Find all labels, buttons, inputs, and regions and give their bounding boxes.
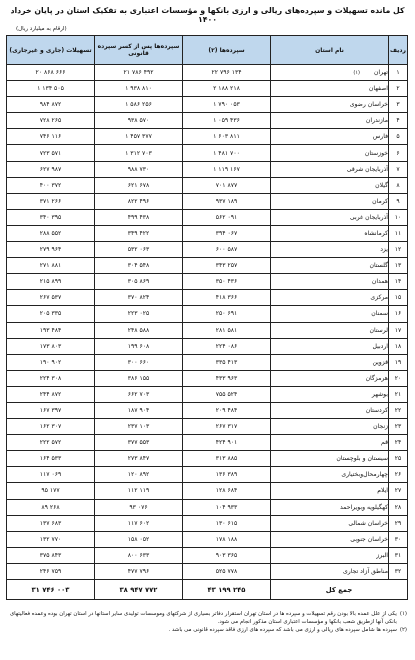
cell-deposits: ۳۳۵ ۴۱۳ bbox=[183, 354, 271, 370]
unit-label: (ارقام به میلیارد ریال) bbox=[16, 26, 67, 32]
cell-loans: ۷۲۳ ۵۷۱ bbox=[7, 145, 95, 161]
cell-deposits: ۱۳۰ ۶۱۵ bbox=[183, 515, 271, 531]
cell-province bbox=[271, 177, 389, 193]
table-row bbox=[7, 177, 408, 193]
cell-deposits-after-reserve: ۸۰۰ ۶۳۳ bbox=[95, 547, 183, 563]
cell-deposits-after-reserve: ۴۷۷ ۷۹۶ bbox=[95, 563, 183, 579]
province-name: کهگیلویه وبویراحمد bbox=[339, 503, 388, 511]
cell-loans: ۷۴۶ ۱۱۶ bbox=[7, 129, 95, 145]
cell-deposits-after-reserve: ۱۲۰ ۸۹۲ bbox=[95, 467, 183, 483]
cell-province bbox=[271, 563, 389, 579]
table-row bbox=[7, 531, 408, 547]
cell-deposits: ۷۵۵ ۵۲۴ bbox=[183, 386, 271, 402]
cell-loans: ۳۴۰ ۳۹۵ bbox=[7, 209, 95, 225]
cell-index: ۱۹ bbox=[389, 354, 408, 370]
province-name: کردستان bbox=[365, 407, 388, 415]
cell-province bbox=[271, 338, 389, 354]
cell-deposits: ۲۵۰ ۶۹۱ bbox=[183, 306, 271, 322]
cell-loans: ۲۷۹ ۹۶۴ bbox=[7, 242, 95, 258]
cell-deposits-after-reserve: ۳۰۵ ۸۶۹ bbox=[95, 274, 183, 290]
header-deposits-after-reserve: سپرده‌ها پس از کسر سپرده قانونی bbox=[95, 36, 183, 65]
cell-loans: ۲۴۶ ۷۵۹ bbox=[7, 563, 95, 579]
cell-deposits-after-reserve: ۳۰۰ ۶۶۰ bbox=[95, 354, 183, 370]
cell-deposits-after-reserve: ۲۳۷ ۱۰۳ bbox=[95, 419, 183, 435]
cell-index: ۹ bbox=[389, 193, 408, 209]
cell-deposits: ۳۵۰ ۴۳۶ bbox=[183, 274, 271, 290]
table-row bbox=[7, 402, 408, 418]
cell-deposits-after-reserve: ۱۱۷ ۶۰۲ bbox=[95, 515, 183, 531]
table-row bbox=[7, 563, 408, 579]
data-table bbox=[6, 35, 408, 600]
table-row bbox=[7, 370, 408, 386]
province-name: سمنان bbox=[371, 310, 388, 318]
cell-index: ۱۱ bbox=[389, 225, 408, 241]
cell-index: ۳ bbox=[389, 97, 408, 113]
cell-province bbox=[271, 322, 389, 338]
cell-loans: ۲۴۴ ۸۷۲ bbox=[7, 386, 95, 402]
cell-deposits-after-reserve: ۱ ۵۸۶ ۲۵۶ bbox=[95, 97, 183, 113]
total-label: جمع کل bbox=[271, 580, 408, 600]
table-row bbox=[7, 161, 408, 177]
table-row bbox=[7, 97, 408, 113]
province-footnote-ref: (۱) bbox=[353, 70, 360, 77]
cell-index: ۲۱ bbox=[389, 386, 408, 402]
cell-index: ۱۳ bbox=[389, 258, 408, 274]
cell-deposits-after-reserve: ۱ ۹۳۸ ۸۱۰ bbox=[95, 81, 183, 97]
province-name: کرمان bbox=[372, 197, 388, 205]
province-name: تهران bbox=[373, 69, 388, 77]
footnote-number: (۱) bbox=[399, 611, 407, 617]
province-name: همدان bbox=[371, 278, 388, 286]
table-row bbox=[7, 354, 408, 370]
province-name: فارس bbox=[372, 133, 388, 141]
cell-loans: ۱۶۷ ۳۹۷ bbox=[7, 402, 95, 418]
cell-province bbox=[271, 129, 389, 145]
table-row bbox=[7, 547, 408, 563]
cell-deposits: ۱ ۶۰۳ ۸۱۱ bbox=[183, 129, 271, 145]
cell-deposits-after-reserve: ۱ ۳۱۲ ۷۰۳ bbox=[95, 145, 183, 161]
cell-province bbox=[271, 290, 389, 306]
cell-loans: ۹۵ ۱۷۷ bbox=[7, 483, 95, 499]
table-row bbox=[7, 515, 408, 531]
cell-loans: ۹۸۴ ۸۷۲ bbox=[7, 97, 95, 113]
cell-deposits-after-reserve: ۱۸۷ ۹۰۴ bbox=[95, 402, 183, 418]
total-deposits-after-reserve: ۳۸ ۹۴۷ ۷۷۲ bbox=[95, 580, 183, 600]
table-row bbox=[7, 483, 408, 499]
cell-deposits-after-reserve: ۹۳۸ ۵۷۰ bbox=[95, 113, 183, 129]
cell-index: ۴ bbox=[389, 113, 408, 129]
cell-province bbox=[271, 225, 389, 241]
cell-loans: ۱۶۲ ۳۰۷ bbox=[7, 419, 95, 435]
cell-deposits-after-reserve: ۵۳۲ ۰۶۳ bbox=[95, 242, 183, 258]
cell-province bbox=[271, 499, 389, 515]
province-name: قم bbox=[381, 439, 388, 447]
cell-loans: ۱۳۲ ۷۷۰ bbox=[7, 531, 95, 547]
footnote-text: یکی از علل عمده بالا بودن رقم تسهیلات و سپرده ها در استان تهران استقرار دفاتر بسیاری از شرکتهای وموسسات تولیدی سایر استانها در استان تهران بوده وعمده فعالیتهای بانکی آنها ازطریق شعب بانکها و مؤسسات اعتباری استان مذکور انجام می شود. bbox=[9, 611, 397, 625]
table-row bbox=[7, 290, 408, 306]
province-name: گیلان bbox=[375, 181, 388, 189]
cell-province bbox=[271, 451, 389, 467]
cell-index: ۶ bbox=[389, 145, 408, 161]
cell-loans: ۸۹ ۲۶۸ bbox=[7, 499, 95, 515]
cell-deposits: ۱۰۴ ۹۳۳ bbox=[183, 499, 271, 515]
cell-deposits-after-reserve: ۲۷۳ ۸۴۷ bbox=[95, 451, 183, 467]
cell-deposits-after-reserve: ۱۹۹ ۶۰۸ bbox=[95, 338, 183, 354]
cell-loans: ۲۷۱ ۸۸۱ bbox=[7, 258, 95, 274]
cell-index: ۱ bbox=[389, 65, 408, 81]
table-row bbox=[7, 65, 408, 81]
footnote bbox=[8, 610, 407, 626]
header-deposits: سپرده‌ها (۲) bbox=[183, 36, 271, 65]
cell-index: ۲۲ bbox=[389, 402, 408, 418]
cell-province bbox=[271, 145, 389, 161]
cell-loans: ۱۹۳ ۴۸۴ bbox=[7, 322, 95, 338]
cell-loans: ۲۱۵ ۸۹۹ bbox=[7, 274, 95, 290]
province-name: چهارمحال‌وبختیاری bbox=[341, 471, 388, 479]
cell-index: ۲۰ bbox=[389, 370, 408, 386]
cell-loans: ۱۹۰ ۹۰۲ bbox=[7, 354, 95, 370]
cell-province bbox=[271, 547, 389, 563]
cell-deposits-after-reserve: ۳۴۹ ۴۲۲ bbox=[95, 225, 183, 241]
header-loans: تسهیلات (جاری و غیرجاری) bbox=[7, 36, 95, 65]
table-row bbox=[7, 338, 408, 354]
cell-deposits: ۳۱۳ ۸۸۵ bbox=[183, 451, 271, 467]
cell-index: ۲۶ bbox=[389, 467, 408, 483]
cell-deposits-after-reserve: ۳۸۶ ۱۵۵ bbox=[95, 370, 183, 386]
cell-index: ۱۸ bbox=[389, 338, 408, 354]
cell-deposits-after-reserve: ۱۱۲ ۱۱۹ bbox=[95, 483, 183, 499]
cell-index: ۱۵ bbox=[389, 290, 408, 306]
cell-province bbox=[271, 370, 389, 386]
table-row bbox=[7, 242, 408, 258]
province-name: آذربایجان شرقی bbox=[346, 165, 388, 173]
table-row bbox=[7, 225, 408, 241]
province-name: مازندران bbox=[365, 117, 388, 125]
cell-deposits: ۵۶۲ ۰۹۱ bbox=[183, 209, 271, 225]
total-deposits: ۴۳ ۱۹۹ ۲۴۵ bbox=[183, 580, 271, 600]
cell-index: ۲۴ bbox=[389, 435, 408, 451]
cell-loans: ۲۲۲ ۵۷۲ bbox=[7, 435, 95, 451]
header-index: ردیف bbox=[389, 36, 408, 65]
province-name: خوزستان bbox=[364, 149, 388, 157]
cell-province bbox=[271, 386, 389, 402]
table-row bbox=[7, 258, 408, 274]
cell-deposits-after-reserve: ۳۷۰ ۸۲۴ bbox=[95, 290, 183, 306]
footnotes bbox=[8, 610, 407, 634]
footnote bbox=[8, 626, 407, 634]
cell-province bbox=[271, 483, 389, 499]
cell-deposits: ۱۲۸ ۶۸۴ bbox=[183, 483, 271, 499]
province-name: البرز bbox=[376, 551, 388, 559]
province-name: خراسان رضوی bbox=[349, 101, 388, 109]
province-name: بوشهر bbox=[371, 390, 388, 398]
province-name: خراسان جنوبی bbox=[350, 535, 388, 543]
cell-index: ۱۶ bbox=[389, 306, 408, 322]
cell-index: ۲۹ bbox=[389, 515, 408, 531]
cell-index: ۸ bbox=[389, 177, 408, 193]
table-row bbox=[7, 129, 408, 145]
table-row bbox=[7, 451, 408, 467]
table-row bbox=[7, 467, 408, 483]
cell-province bbox=[271, 97, 389, 113]
cell-index: ۱۰ bbox=[389, 209, 408, 225]
cell-deposits: ۲۲ ۷۹۶ ۱۳۴ bbox=[183, 65, 271, 81]
cell-province bbox=[271, 419, 389, 435]
cell-index: ۲ bbox=[389, 81, 408, 97]
province-name: زنجان bbox=[373, 423, 388, 431]
cell-loans: ۱۳۷ ۶۸۳ bbox=[7, 515, 95, 531]
province-name: گلستان bbox=[369, 262, 388, 270]
cell-province bbox=[271, 402, 389, 418]
cell-index: ۲۸ bbox=[389, 499, 408, 515]
cell-province bbox=[271, 354, 389, 370]
province-name: قزوین bbox=[372, 358, 388, 366]
cell-deposits: ۲۸۱ ۵۸۱ bbox=[183, 322, 271, 338]
cell-deposits: ۱ ۷۹۰ ۰۵۳ bbox=[183, 97, 271, 113]
cell-deposits-after-reserve: ۱ ۴۵۷ ۳۷۷ bbox=[95, 129, 183, 145]
cell-index: ۲۳ bbox=[389, 419, 408, 435]
province-name: خراسان شمالی bbox=[348, 519, 388, 527]
cell-deposits: ۳۴۳ ۲۵۷ bbox=[183, 258, 271, 274]
cell-province bbox=[271, 209, 389, 225]
province-name: آذربایجان غربی bbox=[349, 213, 388, 221]
table-row bbox=[7, 193, 408, 209]
header-province: نام استان bbox=[271, 36, 389, 65]
cell-deposits-after-reserve: ۶۶۲ ۷۰۳ bbox=[95, 386, 183, 402]
table-header-row bbox=[7, 36, 408, 65]
province-name: مناطق آزاد تجاری bbox=[342, 567, 388, 575]
cell-index: ۱۴ bbox=[389, 274, 408, 290]
province-name: اردبیل bbox=[372, 342, 388, 350]
table-row bbox=[7, 81, 408, 97]
cell-deposits: ۱۷۸ ۱۸۸ bbox=[183, 531, 271, 547]
table-row bbox=[7, 435, 408, 451]
cell-deposits: ۱۳۶ ۳۸۹ bbox=[183, 467, 271, 483]
table-row bbox=[7, 274, 408, 290]
cell-deposits: ۶۰۰ ۵۸۷ bbox=[183, 242, 271, 258]
cell-loans: ۱ ۱۳۴ ۵۰۵ bbox=[7, 81, 95, 97]
cell-deposits: ۷۰۱ ۸۷۷ bbox=[183, 177, 271, 193]
cell-loans: ۳۷۵ ۸۴۳ bbox=[7, 547, 95, 563]
cell-province bbox=[271, 274, 389, 290]
cell-deposits-after-reserve: ۳۰۴ ۵۴۸ bbox=[95, 258, 183, 274]
cell-loans: ۲۶۷ ۵۳۷ bbox=[7, 290, 95, 306]
cell-deposits-after-reserve: ۲۱ ۷۸۶ ۴۹۲ bbox=[95, 65, 183, 81]
cell-province bbox=[271, 515, 389, 531]
cell-province bbox=[271, 435, 389, 451]
cell-deposits-after-reserve: ۲۲۳ ۰۲۵ bbox=[95, 306, 183, 322]
cell-index: ۷ bbox=[389, 161, 408, 177]
province-name: یزد bbox=[380, 246, 388, 254]
cell-index: ۲۷ bbox=[389, 483, 408, 499]
cell-deposits: ۲ ۱۸۸ ۲۱۸ bbox=[183, 81, 271, 97]
cell-loans: ۲۲۴ ۳۰۸ bbox=[7, 370, 95, 386]
province-name: اصفهان bbox=[368, 85, 388, 93]
cell-deposits-after-reserve: ۱۵۸ ۰۵۲ bbox=[95, 531, 183, 547]
table-title: کل مانده تسهیلات و سپرده‌های ریالی و ارزی بانکها و مؤسسات اعتباری به تفکیک استان در پایان خرداد ۱۴۰۰ bbox=[10, 6, 405, 24]
cell-index: ۱۷ bbox=[389, 322, 408, 338]
cell-loans: ۲۸۸ ۵۵۲ bbox=[7, 225, 95, 241]
footnote-number: (۲) bbox=[399, 627, 407, 633]
cell-province bbox=[271, 113, 389, 129]
table-row bbox=[7, 499, 408, 515]
cell-loans: ۲۰۵ ۳۳۵ bbox=[7, 306, 95, 322]
cell-deposits: ۲۶۷ ۳۱۷ bbox=[183, 419, 271, 435]
cell-deposits: ۲۰۹ ۴۸۴ bbox=[183, 402, 271, 418]
cell-province bbox=[271, 306, 389, 322]
footnote-text: سپرده ها شامل سپرده های ریالی و ارزی می باشد که سپرده های ارزی فاقد سپرده قانونی می باشد . bbox=[168, 627, 397, 633]
cell-loans: ۷۲۸ ۲۶۵ bbox=[7, 113, 95, 129]
province-name: سیستان و بلوچستان bbox=[336, 455, 388, 463]
cell-deposits-after-reserve: ۳۷۷ ۵۵۳ bbox=[95, 435, 183, 451]
cell-loans: ۶۲۷ ۹۸۷ bbox=[7, 161, 95, 177]
cell-deposits: ۴۲۴ ۹۰۱ bbox=[183, 435, 271, 451]
cell-deposits: ۱ ۱۱۹ ۱۶۷ bbox=[183, 161, 271, 177]
cell-deposits: ۳۹۴ ۰۶۷ bbox=[183, 225, 271, 241]
province-name: لرستان bbox=[369, 326, 388, 334]
cell-deposits: ۹۳۷ ۱۸۹ bbox=[183, 193, 271, 209]
cell-deposits-after-reserve: ۴۹۹ ۴۳۸ bbox=[95, 209, 183, 225]
cell-index: ۳۲ bbox=[389, 563, 408, 579]
cell-index: ۲۵ bbox=[389, 451, 408, 467]
table-row bbox=[7, 209, 408, 225]
cell-deposits: ۵۲۵ ۷۷۸ bbox=[183, 563, 271, 579]
table-row bbox=[7, 386, 408, 402]
cell-deposits: ۱ ۰۵۹ ۴۳۶ bbox=[183, 113, 271, 129]
cell-loans: ۳۷۱ ۲۶۶ bbox=[7, 193, 95, 209]
cell-index: ۱۲ bbox=[389, 242, 408, 258]
table-row bbox=[7, 306, 408, 322]
cell-loans: ۲۰ ۸۶۸ ۶۶۶ bbox=[7, 65, 95, 81]
cell-deposits: ۴۳۳ ۹۶۳ bbox=[183, 370, 271, 386]
cell-index: ۳۱ bbox=[389, 547, 408, 563]
cell-loans: ۴۰۰ ۳۷۲ bbox=[7, 177, 95, 193]
cell-deposits: ۹۰۳ ۳۶۵ bbox=[183, 547, 271, 563]
cell-province bbox=[271, 81, 389, 97]
table-row bbox=[7, 113, 408, 129]
cell-deposits-after-reserve: ۹۸۸ ۷۳۰ bbox=[95, 161, 183, 177]
total-loans: ۳۱ ۷۴۶ ۰۰۳ bbox=[7, 580, 95, 600]
cell-deposits-after-reserve: ۹۳ ۰۷۶ bbox=[95, 499, 183, 515]
cell-province bbox=[271, 258, 389, 274]
table-row bbox=[7, 145, 408, 161]
cell-deposits-after-reserve: ۶۲۱ ۶۷۸ bbox=[95, 177, 183, 193]
cell-province bbox=[271, 467, 389, 483]
province-name: هرمزگان bbox=[365, 374, 388, 382]
cell-index: ۳۰ bbox=[389, 531, 408, 547]
total-row bbox=[7, 580, 408, 600]
cell-deposits: ۲۲۴ ۰۸۶ bbox=[183, 338, 271, 354]
cell-loans: ۱۷۳ ۸۰۳ bbox=[7, 338, 95, 354]
cell-deposits: ۴۱۸ ۳۶۶ bbox=[183, 290, 271, 306]
cell-deposits: ۱ ۴۸۱ ۷۰۰ bbox=[183, 145, 271, 161]
cell-province bbox=[271, 65, 389, 81]
cell-deposits-after-reserve: ۸۲۲ ۴۹۶ bbox=[95, 193, 183, 209]
cell-loans: ۱۱۷ ۰۶۹ bbox=[7, 467, 95, 483]
cell-province bbox=[271, 242, 389, 258]
cell-index: ۵ bbox=[389, 129, 408, 145]
cell-province bbox=[271, 531, 389, 547]
cell-province bbox=[271, 193, 389, 209]
province-name: ایلام bbox=[377, 487, 388, 495]
table-row bbox=[7, 419, 408, 435]
cell-loans: ۱۶۴ ۵۳۳ bbox=[7, 451, 95, 467]
province-name: مرکزی bbox=[370, 294, 388, 302]
table-row bbox=[7, 322, 408, 338]
province-name: کرمانشاه bbox=[364, 229, 388, 237]
cell-province bbox=[271, 161, 389, 177]
cell-deposits-after-reserve: ۲۴۸ ۵۸۸ bbox=[95, 322, 183, 338]
